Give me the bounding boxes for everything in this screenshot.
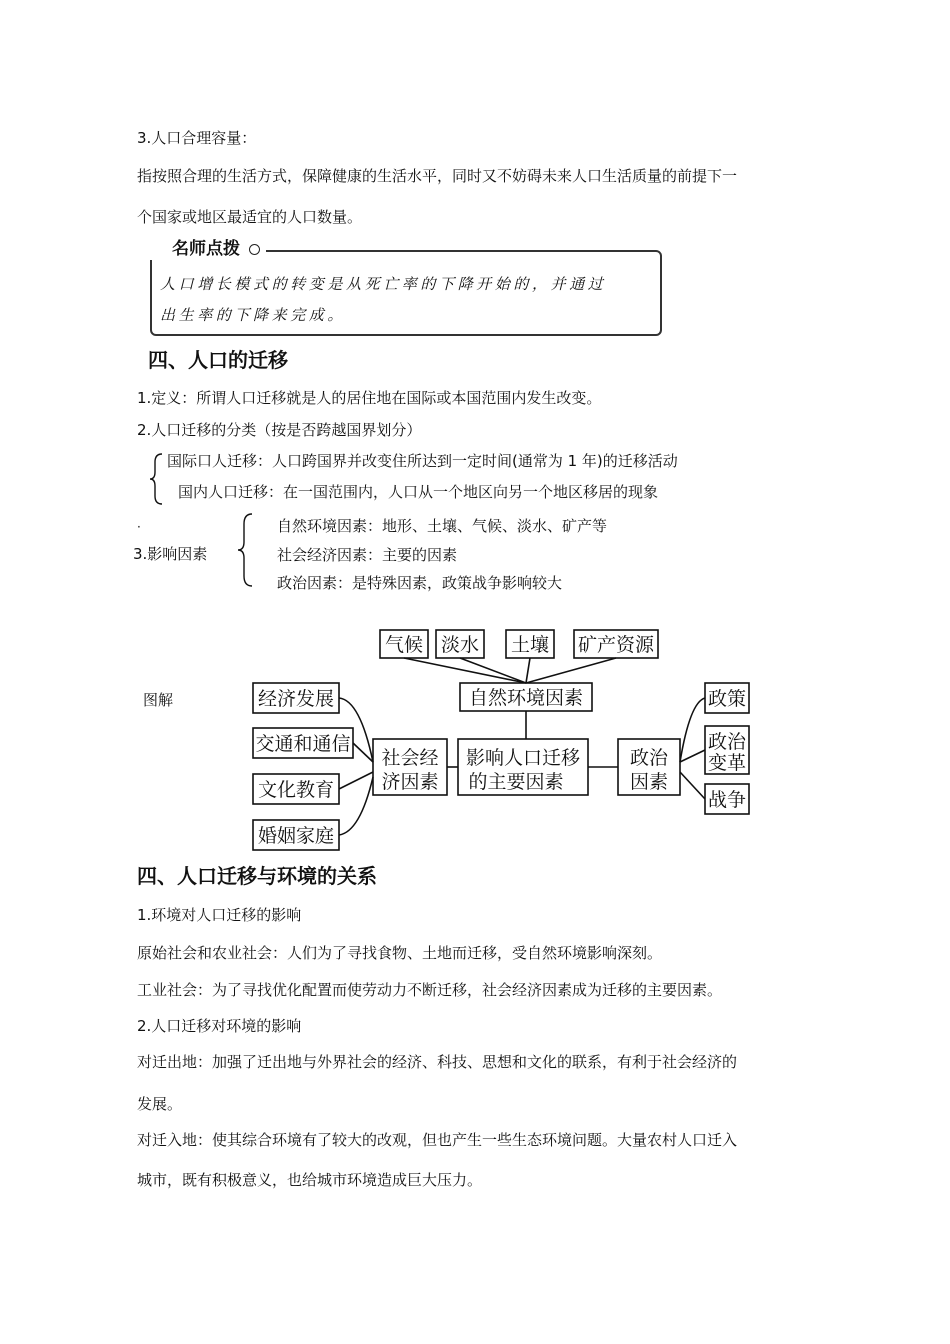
text-center-2: 的主要因素 [468,771,564,793]
text-policy: 政策 [707,688,747,710]
migration-definition: 1.定义：所谓人口迁移就是人的居住地在国际或本国范围内发生改变。 [137,389,602,407]
text-freshwater: 淡水 [440,634,480,656]
text-marriage: 婚姻家庭 [257,825,335,847]
text-social-1: 社会经 [381,747,439,769]
text-economy: 经济发展 [257,688,335,710]
text-soil: 土壤 [510,634,550,656]
text-natural: 自然环境因素 [468,687,584,709]
env-sub-2: 2.人口迁移对环境的影响 [137,1017,302,1035]
env-paragraph-3b: 发展。 [137,1095,183,1113]
text-social-2: 济因素 [381,771,439,793]
brace-factors [236,512,254,588]
paragraph-capacity-1: 指按照合理的生活方式，保障健康的生活水平，同时又不妨碍未来人口生活质量的前提下一 [137,167,738,185]
diagram-label: 图解 [143,691,174,709]
factor-natural: 自然环境因素：地形、土壤、气候、淡水、矿产等 [277,517,608,535]
section-heading-environment: 四、人口迁移与环境的关系 [137,864,377,888]
tip-line-2: 出生率的下降来完成。 [160,306,347,324]
text-political-1: 政治 [629,747,669,769]
tip-title-text: 名师点拨 [172,239,240,259]
section-heading-capacity: 3.人口合理容量： [137,129,257,147]
tip-title [148,238,266,260]
text-change-1: 政治 [707,731,747,753]
text-political-2: 因素 [629,771,669,793]
factors-label: 3.影响因素 [133,545,208,563]
text-transport: 交通和通信 [255,733,351,755]
tip-line-1: 人口增长模式的转变是从死亡率的下降开始的，并通过 [160,275,607,293]
env-paragraph-4b: 城市，既有积极意义，也给城市环境造成巨大压力。 [137,1171,483,1189]
brace-classification [148,452,164,506]
env-paragraph-2: 工业社会：为了寻找优化配置而使劳动力不断迁移，社会经济因素成为迁移的主要因素。 [137,981,723,999]
text-education: 文化教育 [257,779,335,801]
env-paragraph-1: 原始社会和农业社会：人们为了寻找食物、土地而迁移，受自然环境影响深刻。 [137,944,663,962]
paragraph-capacity-2: 个国家或地区最适宜的人口数量。 [137,208,363,226]
migration-classification: 2.人口迁移的分类（按是否跨越国界划分） [137,421,422,439]
env-sub-1: 1.环境对人口迁移的影响 [137,906,302,924]
env-paragraph-4a: 对迁入地：使其综合环境有了较大的改观，但也产生一些生态环境问题。大量农村人口迁入 [137,1131,738,1149]
text-climate: 气候 [384,634,424,656]
factor-political: 政治因素：是特殊因素，政策战争影响较大 [277,574,563,592]
bullet-dot: · [137,520,141,534]
section-heading-migration: 四、人口的迁移 [148,348,288,372]
international-migration: 国际口人迁移：人口跨国界并改变住所达到一定时间(通常为 1 年)的迁移活动 [167,452,678,470]
text-minerals: 矿产资源 [577,634,655,656]
text-change-2: 变革 [707,752,747,774]
domestic-migration: 国内人口迁移：在一国范围内，人口从一个地区向另一个地区移居的现象 [178,483,659,501]
factor-social: 社会经济因素：主要的因素 [277,546,458,564]
circle-icon [249,244,260,255]
text-war: 战争 [707,789,747,811]
env-paragraph-3a: 对迁出地：加强了迁出地与外界社会的经济、科技、思想和文化的联系，有利于社会经济的 [137,1053,738,1071]
factors-diagram [240,622,770,854]
text-center-1: 影响人口迁移 [465,747,581,769]
